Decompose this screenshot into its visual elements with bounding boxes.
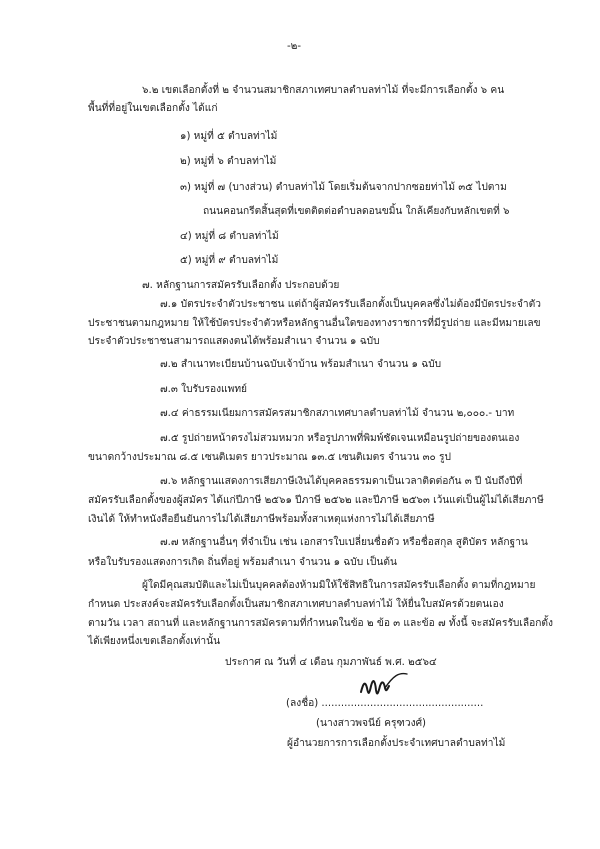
closing-line: ได้เพียงหนึ่งเขตเลือกตั้งเท่านั้น [88,636,221,647]
paragraph-7-1-line: ๗.๑ บัตรประจำตัวประชาชน แต่ถ้าผู้สมัครรับเลือกตั้งเป็นบุคคลซึ่งไม่ต้องมีบัตรประจำตัว [160,299,541,310]
paragraph-7-6-line: สมัครรับเลือกตั้งของผู้สมัคร ได้แก่ปีภาษี ๒๕๖๑ ปีภาษี ๒๕๖๒ และปีภาษี ๒๕๖๓ เว้นแต่เป็นผู้ไม่ได้เสียภาษี [88,495,544,506]
paragraph-7-1-line: ประชาชนตามกฎหมาย ให้ใช้บัตรประจำตัวหรือหลักฐานอื่นใดของทางราชการที่มีรูปถ่าย และมีหมายเลข [88,318,541,329]
paragraph-7-7-line: ๗.๗ หลักฐานอื่นๆ ที่จำเป็น เช่น เอกสารใบเปลี่ยนชื่อตัว หรือชื่อสกุล สูติบัตร หลักฐาน [160,537,528,548]
paragraph-7-3: ๗.๓ ใบรับรองแพทย์ [160,384,248,395]
paragraph-7-2: ๗.๒ สำเนาทะเบียนบ้านฉบับเจ้าบ้าน พร้อมสำเนา จำนวน ๑ ฉบับ [160,359,442,370]
list-item: ๑) หมู่ที่ ๕ ตำบลท่าไม้ [180,131,278,142]
list-item: ๓) หมู่ที่ ๗ (บางส่วน) ตำบลท่าไม้ โดยเริ่มต้นจากปากซอยท่าไม้ ๓๕ ไปตาม [180,182,507,193]
paragraph-7-5-line: ขนาดกว้างประมาณ ๘.๕ เซนติเมตร ยาวประมาณ ๑๓.๕ เซนติเมตร จำนวน ๓๐ รูป [88,452,451,463]
list-item: ๔) หมู่ที่ ๘ ตำบลท่าไม้ [180,231,279,242]
paragraph-7-5-line: ๗.๕ รูปถ่ายหน้าตรงไม่สวมหมวก หรือรูปภาพที่พิมพ์ชัดเจนเหมือนรูปถ่ายของตนเอง [160,433,520,444]
signer-name: (นางสาวพจนีย์ ครุฑวงศ์) [316,718,427,729]
paragraph-7-6-line: ๗.๖ หลักฐานแสดงการเสียภาษีเงินได้บุคคลธรรมดาเป็นเวลาติดต่อกัน ๓ ปี นับถึงปีที่ [160,476,523,487]
announcement-date: ประกาศ ณ วันที่ ๔ เดือน กุมภาพันธ์ พ.ศ. ๒๕๖๔ [225,657,437,668]
page-number: -๒- [287,41,302,52]
section-6-2-line-1: ๖.๒ เขตเลือกตั้งที่ ๒ จำนวนสมาชิกสภาเทศบาลตำบลท่าไม้ ที่จะมีการเลือกตั้ง ๖ คน [142,85,505,96]
sign-line: (ลงชื่อ) .................................................. [286,698,484,709]
paragraph-7-1-line: ประจำตัวประชาชนสามารถแสดงตนได้พร้อมสำเนา จำนวน ๑ ฉบับ [88,336,380,347]
closing-line: ตามวัน เวลา สถานที่ และหลักฐานการสมัครตามที่กำหนดในข้อ ๒ ข้อ ๓ และข้อ ๗ ทั้งนี้ จะสมัครรับเลือกตั้ง [88,618,553,629]
paragraph-7-4: ๗.๔ ค่าธรรมเนียมการสมัครสมาชิกสภาเทศบาลตำบลท่าไม้ จำนวน ๒,๐๐๐.- บาท [160,408,515,419]
list-item: ๒) หมู่ที่ ๖ ตำบลท่าไม้ [180,156,277,167]
list-item-continuation: ถนนคอนกรีตสิ้นสุดที่เขตติดต่อตำบลดอนขมิ้น ใกล้เคียงกับหลักเขตที่ ๖ [203,206,510,217]
paragraph-7-6-line: เงินได้ ให้ทำหนังสือยืนยันการไม่ได้เสียภาษีพร้อมทั้งสาเหตุแห่งการไม่ได้เสียภาษี [88,514,435,525]
section-7-heading: ๗. หลักฐานการสมัครรับเลือกตั้ง ประกอบด้วย [142,280,340,291]
section-6-2-line-2: พื้นที่ที่อยู่ในเขตเลือกตั้ง ได้แก่ [88,103,218,114]
list-item: ๕) หมู่ที่ ๙ ตำบลท่าไม้ [180,255,279,266]
closing-line: ผู้ใดมีคุณสมบัติและไม่เป็นบุคคลต้องห้ามมิให้ใช้สิทธิในการสมัครรับเลือกตั้ง ตามที่กฎหมาย [142,580,536,591]
closing-line: กำหนด ประสงค์จะสมัครรับเลือกตั้งเป็นสมาชิกสภาเทศบาลตำบลท่าไม้ ให้ยื่นใบสมัครด้วยตนเอง [88,599,504,610]
signer-position: ผู้อำนวยการการเลือกตั้งประจำเทศบาลตำบลท่าไม้ [287,738,506,749]
paragraph-7-7-line: หรือใบรับรองแสดงการเกิด ถิ่นที่อยู่ พร้อมสำเนา จำนวน ๑ ฉบับ เป็นต้น [88,557,397,568]
